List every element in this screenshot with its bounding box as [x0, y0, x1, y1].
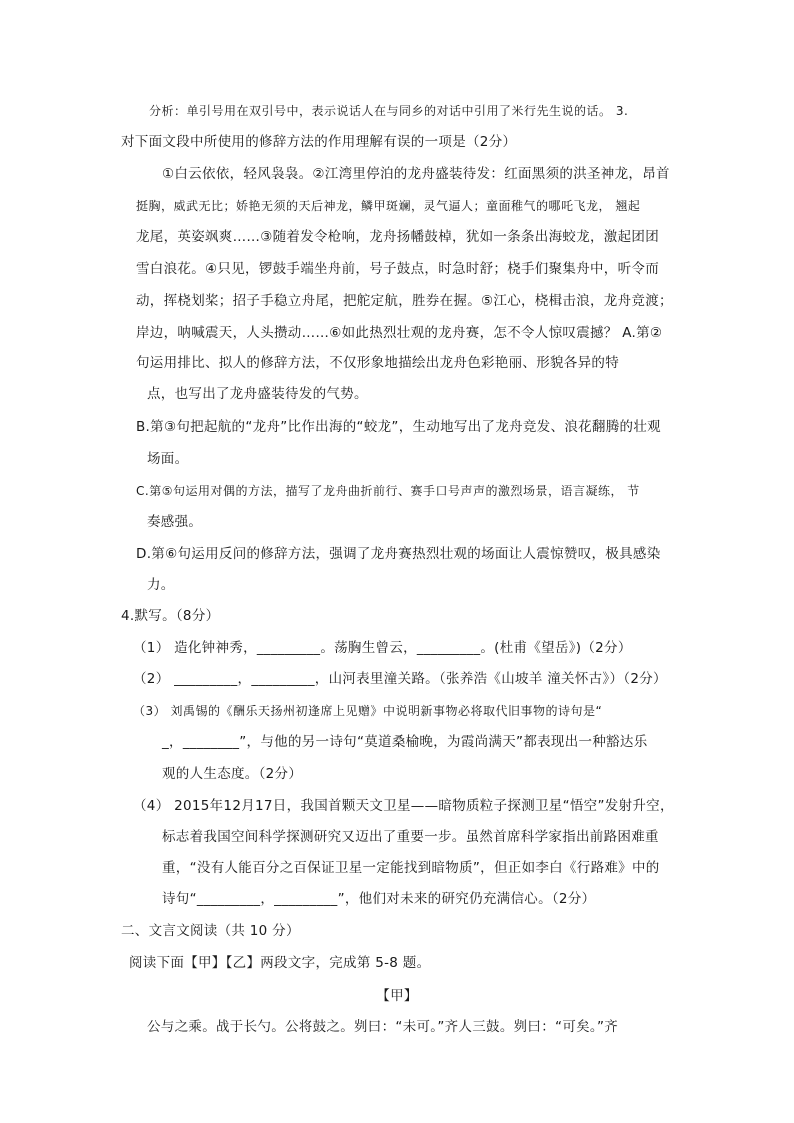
question-3-stem: 对下面文段中所使用的修辞方法的作用理解有误的一项是（2分）: [121, 134, 517, 150]
passage-line-5: 动，挥桡划桨；招子手稳立舟尾，把舵定航，胜券在握。⑤江心，桡楫击浪，龙舟竞渡；: [136, 293, 673, 309]
question-4-item-3-line-2: _，________”，与他的另一诗句“莫道桑榆晚，为霞尚满天”都表现出一种豁达乐: [162, 734, 648, 750]
question-4-item-4-line-3: 重，“没有人能百分之百保证卫星一定能找到暗物质”，但正如李白《行路难》中的: [162, 860, 660, 876]
option-b-line-2: 场面。: [147, 451, 189, 467]
question-4-item-4-line-4: 诗句“_________，_________”，他们对未来的研究仍充满信心。（2分）: [162, 891, 596, 907]
question-4-item-1: （1） 造化钟神秀，_________。荡胸生曾云，_________。(杜甫《望岳》)（2分）: [133, 640, 632, 656]
option-c-line-1: C.第⑤句运用对偶的方法，描写了龙舟曲折前行、赛手口号声声的激烈场景，语言凝练， 节: [136, 484, 640, 498]
question-4-item-2: （2） _________，_________，山河表里潼关路。（张养浩《山坡羊 潼关怀古》）（2分）: [133, 671, 667, 687]
passage-line-1: ①白云依依，轻风袅袅。②江湾里停泊的龙舟盛装待发：红面黑须的洪圣神龙，昂首: [162, 166, 670, 182]
question-4-item-4-line-1: （4） 2015年12月17日，我国首颗天文卫星——暗物质粒子探测卫星“悟空”发射升空，: [133, 798, 674, 814]
analysis-line: 分析：单引号用在双引号中，表示说话人在与同乡的对话中引用了米行先生说的话。 3.: [149, 104, 629, 118]
option-d-line-2: 力。: [147, 577, 175, 593]
passage-line-6: 岸边，呐喊震天，人头攒动……⑥如此热烈壮观的龙舟赛，怎不令人惊叹震撼？ A.第②: [136, 325, 663, 341]
question-4-title: 4.默写。（8分）: [121, 608, 220, 624]
question-4-item-4-line-2: 标志着我国空间科学探测研究又迈出了重要一步。虽然首席科学家指出前路困难重: [162, 829, 659, 845]
passage-jia-label: 【甲】: [376, 988, 418, 1004]
question-4-item-3-line-3: 观的人生态度。（2分）: [162, 766, 303, 782]
section-2-heading: 二、文言文阅读（共 10 分）: [121, 923, 300, 939]
option-b-line-1: B.第③句把起航的“龙舟”比作出海的“蛟龙”，生动地写出了龙舟竞发、浪花翻腾的壮观: [136, 419, 661, 435]
passage-line-3: 龙尾，英姿飒爽……③随着发令枪响，龙舟扬幡鼓棹，犹如一条条出海蛟龙，激起团团: [136, 229, 660, 245]
passage-jia-line-1: 公与之乘。战于长勺。公将鼓之。刿曰：“未可。”齐人三鼓。刿曰：“可矣。”齐: [147, 1019, 619, 1035]
option-d-line-1: D.第⑥句运用反问的修辞方法，强调了龙舟赛热烈壮观的场面让人震惊赞叹，极具感染: [136, 546, 661, 562]
question-4-item-3-line-1: （3） 刘禹锡的《酬乐天扬州初逢席上见赠》中说明新事物必将取代旧事物的诗句是“: [133, 704, 603, 718]
option-a-line-1: 句运用排比、拟人的修辞方法，不仅形象地描绘出龙舟色彩艳丽、形貌各异的特: [136, 355, 619, 371]
option-c-line-2: 奏感强。: [147, 514, 203, 530]
passage-line-2: 挺胸，威武无比；娇艳无须的天后神龙，鳞甲斑斓，灵气逼人；童面稚气的哪吒飞龙， 翘起: [136, 199, 641, 213]
passage-line-4: 雪白浪花。④只见，锣鼓手端坐舟前，号子鼓点，时急时舒；桡手们聚集舟中，听令而: [136, 261, 660, 277]
reading-instruction: 阅读下面【甲】【乙】两段文字，完成第 5-8 题。: [129, 955, 431, 971]
option-a-line-2: 点，也写出了龙舟盛装待发的气势。: [147, 386, 368, 402]
